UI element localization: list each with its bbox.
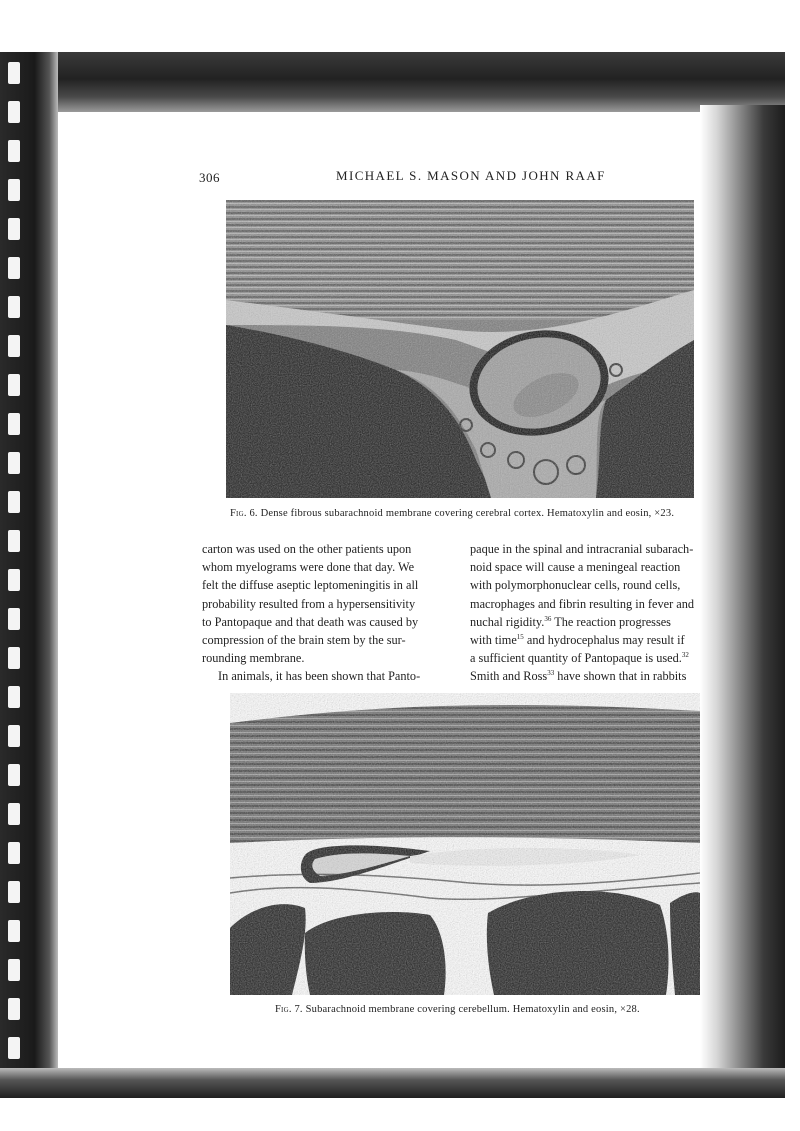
body-text: nuchal rigidity.: [470, 614, 545, 629]
body-text: The reaction progresses: [551, 614, 671, 629]
citation-ref: 32: [681, 651, 689, 660]
scan-frame-top: [0, 52, 785, 112]
binding-hole: [8, 920, 20, 942]
body-line: rounding membrane.: [202, 651, 305, 666]
binding-hole: [8, 998, 20, 1020]
body-line: [470, 631, 732, 649]
binding-hole: [8, 179, 20, 201]
binding-hole: [8, 296, 20, 318]
body-text: have shown that in rabbits: [554, 669, 687, 684]
figure-6-micrograph: [226, 200, 694, 498]
figure-7-caption: [275, 1004, 640, 1015]
binding-hole: [8, 764, 20, 786]
binding-hole: [8, 140, 20, 162]
body-line: compression of the brain stem by the sur-: [202, 633, 406, 648]
binding-hole: [8, 530, 20, 552]
body-line: macrophages and fibrin resulting in fever and: [470, 596, 694, 611]
body-line: felt the diffuse aseptic leptomeningitis in all: [202, 578, 419, 593]
citation-ref: 33: [547, 669, 555, 678]
binding-hole: [8, 725, 20, 747]
body-line: carton was used on the other patients upon: [202, 542, 412, 556]
body-line: paque in the spinal and intracranial subarach-: [470, 542, 694, 556]
binding-hole: [8, 101, 20, 123]
figure-6-label: Fig. 6.: [230, 508, 258, 519]
binding-hole: [8, 335, 20, 357]
binding-hole: [8, 413, 20, 435]
binding-hole: [8, 881, 20, 903]
body-line: with polymorphonuclear cells, round cells,: [470, 578, 681, 593]
body-column-left: [202, 540, 452, 686]
binding-hole: [8, 608, 20, 630]
binding-hole: [8, 374, 20, 396]
body-text: and hydrocephalus may result if: [523, 633, 685, 648]
body-line: In animals, it has been shown that Panto-: [218, 669, 421, 684]
binding-hole: [8, 686, 20, 708]
binding-hole: [8, 257, 20, 279]
figure-7-caption-text: Subarachnoid membrane covering cerebellum. Hematoxylin and eosin, ×28.: [305, 1004, 640, 1015]
citation-ref: 15: [516, 633, 524, 642]
binding-hole: [8, 959, 20, 981]
body-column-right: [470, 540, 732, 686]
binding-hole: [8, 491, 20, 513]
binding-hole: [8, 1037, 20, 1059]
body-text: a sufficient quantity of Pantopaque is used.: [470, 651, 682, 666]
binding-hole: [8, 647, 20, 669]
binding-hole: [8, 842, 20, 864]
figure-6-caption-text: Dense fibrous subarachnoid membrane covering cerebral cortex. Hematoxylin and eosin, ×23.: [260, 508, 675, 519]
binding-hole: [8, 569, 20, 591]
figure-7-micrograph: [230, 693, 700, 995]
body-line: [470, 613, 732, 631]
binding-holes: [8, 62, 20, 1082]
figure-7-label: Fig. 7.: [275, 1004, 303, 1015]
binding-hole: [8, 218, 20, 240]
figure-6-caption: [230, 508, 674, 519]
body-line: to Pantopaque and that death was caused by: [202, 614, 419, 629]
body-line: noid space will cause a meningeal reaction: [470, 560, 681, 575]
binding-hole: [8, 452, 20, 474]
binding-hole: [8, 62, 20, 84]
body-text: Smith and Ross: [470, 669, 548, 684]
body-text: with time: [470, 633, 517, 648]
binding-hole: [8, 803, 20, 825]
page-number: 306: [199, 170, 220, 185]
body-line: [470, 667, 732, 685]
body-line: whom myelograms were done that day. We: [202, 560, 415, 575]
citation-ref: 36: [544, 614, 552, 623]
body-line: probability resulted from a hypersensitivity: [202, 596, 416, 611]
running-title: MICHAEL S. MASON AND JOHN RAAF: [336, 168, 606, 183]
scan-frame-bottom: [0, 1068, 785, 1098]
body-line: [470, 649, 732, 667]
